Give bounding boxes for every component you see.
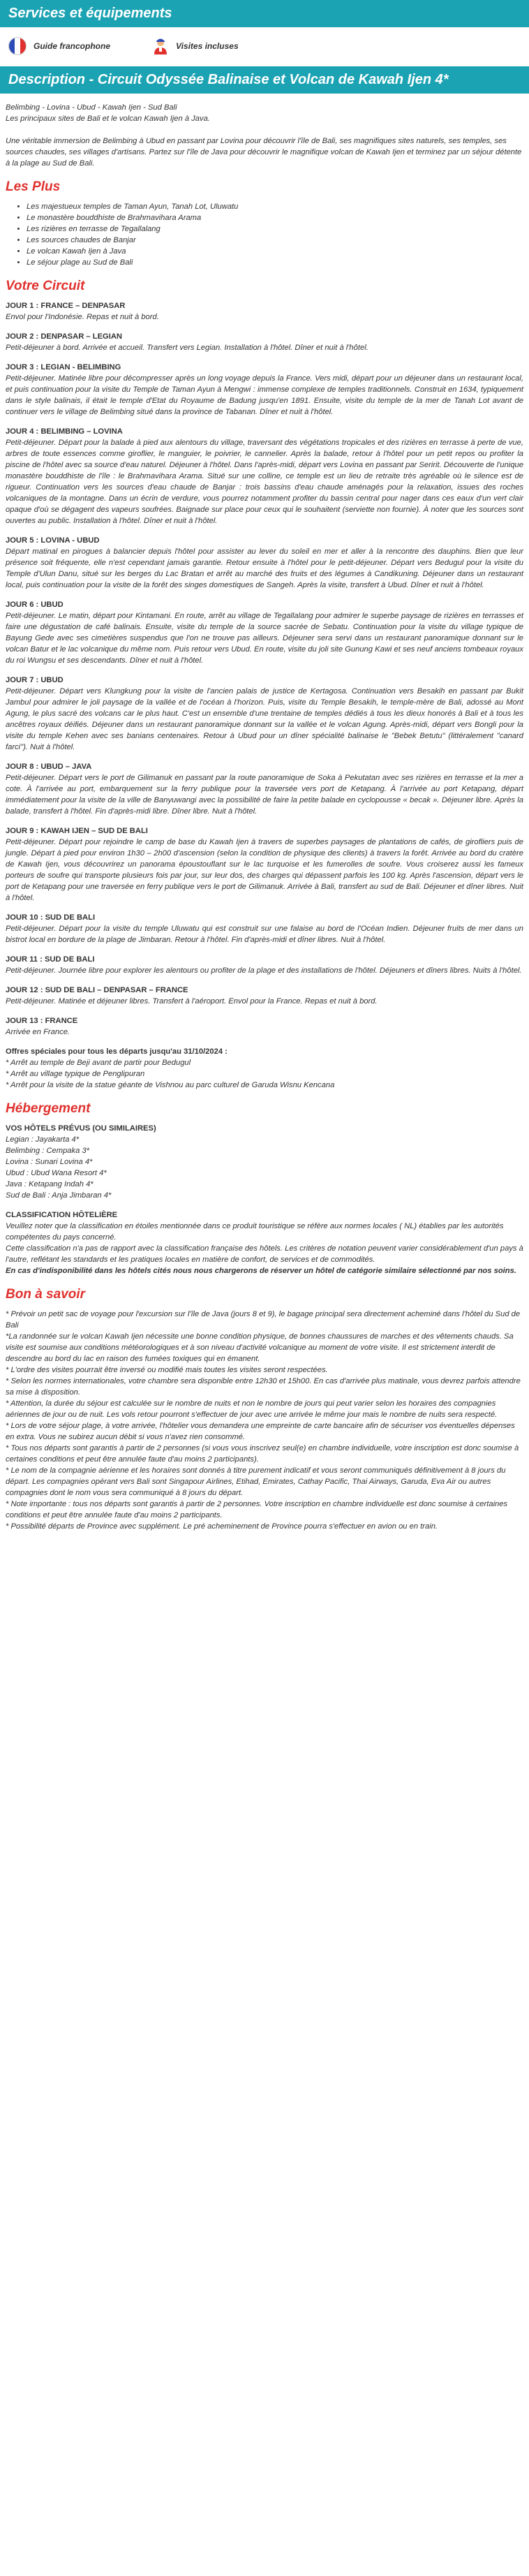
day-title: JOUR 4 : BELIMBING – LOVINA [6,427,123,436]
day-body: Petit-déjeuner. Départ vers Klungkung pour la visite de l'ancien palais de justice de Kertagosa. Continuation vers Besakih en passant par Bukit Jambul pour admirer le joli paysage de la vallée et de l'océan à l'horizon. Puis, visite du Temple Besakih, le temple-mère de Bali, adossé au Mont Agung, le plus sacré des volcans car le plus haut. C'est un ensemble d'une trentaine de temples dédiés à tous les dieux honorés à Bali et à tous les ancêtres royaux déifiés. Déjeuner dans un restaurant panoramique donnant sur la vallée et le volcan Agung. Après-midi, départ vers Bongli pour la visite du temple Kehen avec ses banians centenaires. Retour à Ubud pour un dîner spécialité balinaise le "Bebek Betutu" (littéralement "canard farci"). Nuit à l'hôtel. [6,687,523,751]
list-item: • Le volcan Kawah Ijen à Java [27,246,523,257]
note-item: * Note importante : tous nos départs sont garantis à partir de 2 personnes. Votre inscription en chambre individuelle est donc soumise à certaines conditions et peut être annulée faute d'au moins 2 participants. [6,1500,508,1519]
day-6 [6,599,523,666]
list-item: • Les majestueux temples de Taman Ayun, Tanah Lot, Uluwatu [27,201,523,212]
day-body: Petit-déjeuner. Journée libre pour explorer les alentours ou profiter de la plage et des installations de l'hôtel. Déjeuners et dîners libres. Nuits à l'hôtel. [6,966,522,975]
service-guide-label: Guide francophone [33,41,111,51]
day-1 [6,300,523,323]
day-body: Petit-déjeuner. Départ vers le port de Gilimanuk en passant par la route panoramique de Soka à Pekutatan avec ses rizières en terrasse et la mer a cote. À l'arrivée au port, embarquement sur la ferry publique pour la traversée vers port de Ketapang. À l'arrivée au port Ketapang, départ immédiatement pour la visite de la ville de Banyuwangi avec la possibilité de faire la petite balade en cyclopousse « becak ». Déjeuner libre. Après la balade, transfert à l'hôtel. Fin d'après-midi libre. Dîner libre. Nuit à l'hôtel. [6,774,523,816]
list-item: • Les rizières en terrasse de Tegallalang [27,223,523,235]
day-title: JOUR 5 : LOVINA - UBUD [6,536,100,545]
hotel-item: Ubud : Ubud Wana Resort 4* [6,1169,107,1177]
day-title: JOUR 13 : FRANCE [6,1017,78,1025]
day-13 [6,1015,523,1038]
day-body: Envol pour l'Indonésie. Repas et nuit à bord. [6,313,159,321]
intro-text: Une véritable immersion de Belimbing à Ubud en passant par Lovina pour découvrir l'île de Bali, ses magnifiques sites naturels, ses temples, ses sources chaudes, ses villages d'artisans. Partez sur l'île de Java pour découvrir le magnifique volcan de Kawah Ijen et terminez par un séjour détente à la plage au Sud de Bali. [6,137,522,168]
hotel-item: Lovina : Sunari Lovina 4* [6,1158,93,1166]
day-10 [6,912,523,945]
bonsavoir-title: Bon à savoir [6,1287,86,1302]
hotel-item: Legian : Jayakarta 4* [6,1135,80,1144]
day-5 [6,535,523,591]
hotel-item: Java : Ketapang Indah 4* [6,1180,94,1188]
day-11 [6,954,523,976]
day-body: Petit-déjeuner. Le matin, départ pour Kintamani. En route, arrêt au village de Tegallalang pour admirer le superbe paysage de rizières en terrasses et faire une dégustation de café balinais. Ensuite, visite du temple de la source sacrée de Sebatu. Continuation pour la visite du village typique de Bayung Gede avec ses cimetières suspendus que l'on ne trouve pas ailleurs. Déjeuner sera servi dans un restaurant panoramique donnant sur le volcan Batur et le lac volcanique du même nom. Puis retour vers Ubud. En route, visite du joli site Gunung Kawi et ses neuf anciens tombeaux royaux du roi Wungsu et ses descendants. Dîner et nuit à l'hôtel. [6,612,523,665]
guide-person-icon [152,37,169,55]
hotel-item: Sud de Bali : Anja Jimbaran 4* [6,1191,112,1200]
day-title: JOUR 12 : SUD DE BALI – DENPASAR – FRANCE [6,986,188,994]
day-body: Arrivée en France. [6,1028,70,1036]
note-item: * Attention, la durée du séjour est calculée sur le nombre de nuits et non le nombre de jours qui peut varier selon les horaires des compagnies aériennes de jour ou de nuit. Les vols retour pourront s'effectuer de jour avec une arrivée le même jour mais le nombre de nuits sera respecté. [6,1399,498,1419]
day-body: Petit-déjeuner. Départ pour la visite du temple Uluwatu qui est construit sur une falaise au bord de l'Océan Indien. Déjeuner fruits de mer dans un bistrot local en bordure de la plage de Jimbaran. Retour à l'hôtel. Fin d'après-midi et dîner libres. Nuit à l'hôtel. [6,925,523,944]
services-header: Services et équipements [0,0,529,27]
day-title: JOUR 10 : SUD DE BALI [6,913,96,922]
route-text: Belimbing - Lovina - Ubud - Kawah Ijen - Sud Bali [6,103,177,112]
main-content [0,94,529,1539]
day-body: Petit-déjeuner. Départ pour la balade à pied aux alentours du village, traversant des végétations tropicales et des rizières en terrasse à perte de vue, arbres de toute essences comme giroflier, le manguier, le poivrier, le cannelier. Après la balade, retour à l'hôtel pour un petit repos ou profiter la piscine de l'hôtel avec sa source d'eau naturel. Déjeuner à l'hôtel. Dans l'après-midi, départ vers Lovina en passant par Seririt. Découverte de l'unique monastère bouddhiste de l'île : le Brahmavihara Arama. Situé sur une colline, ce temple est un lieu de retraite très agréable où le silence est de rigueur. Continuation vers les sources d'eau chaude de Banjar : trois bassins d'eau chaude aménagés pour la relaxation, issues des roches volcaniques de la montagne. Dans un écrin de verdure, vous pourrez notamment profiter du bassin central pour nager dans ces eaux d'un vert clair opaque d'où se dégagent des vapeurs soufrées. Baignade sur place pour ceux qui le souhaitent (serviette non fournie). À noter que les sources sont ouvertes au public. Installation à l'hôtel. Dîner et nuit à l'hôtel. [6,439,523,525]
plus-title: Les Plus [6,179,61,194]
offer-item: * Arrêt au temple de Beji avant de partir pour Bedugul [6,1059,191,1067]
day-title: JOUR 2 : DENPASAR – LEGIAN [6,332,123,341]
note-item: * Prévoir un petit sac de voyage pour l'excursion sur l'île de Java (jours 8 et 9), le bagage principal sera directement acheminé dans l'hôtel du Sud de Bali [6,1310,521,1330]
classification-text: Cette classification n'a pas de rapport avec la classification française des hôtels. Les critères de notation peuvent varier considérablement d'un pays à l'autre, reflétant les standards et les pratiques locales en matière de confort, de services et de commodités. [6,1244,523,1264]
service-guide [8,37,110,55]
hotel-item: Belimbing : Cempaka 3* [6,1147,90,1155]
day-title: JOUR 11 : SUD DE BALI [6,955,95,964]
day-title: JOUR 1 : FRANCE – DENPASAR [6,302,126,310]
day-title: JOUR 9 : KAWAH IJEN – SUD DE BALI [6,827,148,835]
list-item: • Le séjour plage au Sud de Bali [27,257,523,268]
service-visits-label: Visites incluses [176,41,239,51]
day-body: Départ matinal en pirogues à balancier depuis l'hôtel pour assister au lever du soleil en mer et aller à la rencontre des dauphins. Bien que leur présence soit fréquente, elle n'est cependant jamais garantie. Retour ensuite à l'hôtel pour le petit-déjeuner. Départ vers Bedugul pour la visite du Temple d'Ulun Danu, situé sur les berges du Lac Bratan et arrêt au marché des fruits et des légumes à Candikuning. Déjeuner dans un restaurant local, puis continuation pour la visite de la forêt des singes domestiques de Sangeh. Après la visite, transfert à Ubud. Dîner et nuit à l'hôtel. [6,547,523,589]
day-8 [6,761,523,817]
offers-title: Offres spéciales pour tous les départs jusqu'au 31/10/2024 : [6,1047,228,1056]
note-item: * Lors de votre séjour plage, à votre arrivée, l'hôtelier vous demandera une empreinte de carte bancaire afin de sécuriser vos éventuelles dépenses en extra. Vous ne subirez aucun débit si vous n'avez rien consommé. [6,1422,515,1441]
list-item: • Le monastère bouddhiste de Brahmavihara Arama [27,212,523,223]
day-title: JOUR 7 : UBUD [6,676,64,684]
day-12 [6,985,523,1007]
note-item: *La randonnée sur le volcan Kawah Ijen nécessite une bonne condition physique, de bonnes chaussures de marches et des vêtements chauds. Sa visite est soumise aux conditions météorologiques et à son niveau d'activité volcanique au moment de votre visite. Il est strictement interdit de descendre au bord du lac en raison des fumées toxiques qui en émanent. [6,1332,514,1363]
bonsavoir-notes [6,1309,523,1532]
services-list [0,27,529,66]
day-body: Petit-déjeuner. Départ pour rejoindre le camp de base du Kawah Ijen à travers de superbes paysages de plantations de cafés, de girofliers puis de jungle. Départ à pied pour environ 1h30 – 2h00 d'ascension (selon la condition de physique des clients) à travers la forêt. Arrivée au bord du cratère de Kawah Ijen, vous découvrirez un panorama époustouflant sur le lac turquoise et les fumerolles de soufre. Vous croiserez aussi les fameux porteurs de soufre qui transporte plusieurs fois par jour, sur leur dos, des charges qui dépassent parfois les 100 kg. Après l'ascension, départ vers le port de Ketapang pour une traversée en ferry publique vers le port de Gilimanuk. Arrivée à Bali, transfert au sud de Bali. Déjeuner et dîner libres. Nuit à l'hôtel. [6,838,523,902]
day-3 [6,362,523,418]
special-offers [6,1046,523,1091]
classification-note: En cas d'indisponibilité dans les hôtels cités nous nous chargerons de réserver un hôtel de catégorie similaire sélectionné par nos soins. [6,1267,516,1275]
day-body: Petit-déjeuner. Matinée et déjeuner libres. Transfert à l'aéroport. Envol pour la France. Repas et nuit à bord. [6,997,378,1006]
classification-title: CLASSIFICATION HÔTELIÈRE [6,1211,118,1219]
day-7 [6,675,523,753]
subtitle-text: Les principaux sites de Bali et le volcan Kawah Ijen à Java. [6,115,210,123]
day-title: JOUR 6 : UBUD [6,601,64,609]
offer-item: * Arrêt pour la visite de la statue géante de Vishnou au parc culturel de Garuda Wisnu Kencana [6,1081,335,1089]
note-item: * L'ordre des visites pourrait être inversé ou modifié mais toutes les visites seront respectées. [6,1366,328,1374]
day-9 [6,825,523,904]
classification-text: Veuillez noter que la classification en étoiles mentionnée dans ce produit touristique se réfère aux normes locales ( NL) établies par les autorités compétentes du pays concerné. [6,1222,504,1242]
note-item: * Selon les normes internationales, votre chambre sera disponible entre 12h30 et 15h00. En cas d'arrivée plus matinale, vous devrez parfois attendre sa mise à disposition. [6,1377,521,1397]
day-body: Petit-déjeuner. Matinée libre pour décompresser après un long voyage depuis la France. Vers midi, départ pour un déjeuner dans un restaurant local, et puis continuation pour la visite du Temple de Taman Ayun à Mengwi : immense complexe de temples traditionnels. Construit en 1634, typiquement dans le style balinais, il était le temple d'Etat du Royaume de Badung jusqu'en 1891. Ensuite, visite du temple de la mer de Tanah Lot avant de continuer vers le village de Belimbing situé dans la province de Tabanan. Dîner et nuit à l'hôtel. [6,374,523,416]
service-visits [152,37,239,55]
description-header: Description - Circuit Odyssée Balinaise et Volcan de Kawah Ijen 4* [0,66,529,94]
note-item: * Le nom de la compagnie aérienne et les horaires sont donnés à titre purement indicatif et vous seront communiqués définitivement à 8 jours du départ. Les compagnies opérant vers Bali sont Singapour Airlines, Etihad, Emirates, Cathay Pacific, Thai Airways, Garuda, Eva Air ou autres compagnies dont le nom vous sera communiqué à 8 jours du départ. [6,1466,506,1497]
offer-item: * Arrêt au village typique de Penglipuran [6,1070,145,1078]
note-item: * Tous nos départs sont garantis à partir de 2 personnes (si vous vous inscrivez seul(e) en chambre individuelle, votre inscription est donc soumise à certaines conditions et peut être annulée faute d'au moins 2 participants). [6,1444,519,1464]
plus-list [6,201,523,268]
hebergement-title: Hébergement [6,1101,91,1116]
circuit-title: Votre Circuit [6,279,85,293]
list-item: • Les sources chaudes de Banjar [27,235,523,246]
day-title: JOUR 8 : UBUD – JAVA [6,763,92,771]
hotels-title: VOS HÔTELS PRÉVUS (OU SIMILAIRES) [6,1124,156,1133]
french-flag-icon [8,37,27,55]
day-4 [6,426,523,527]
day-body: Petit-déjeuner à bord. Arrivée et accueil. Transfert vers Legian. Installation à l'hôtel. Dîner et nuit à l'hôtel. [6,344,368,352]
day-title: JOUR 3 : LEGIAN - BELIMBING [6,363,121,371]
day-2 [6,331,523,353]
note-item: * Possibilité départs de Province avec supplément. Le pré acheminement de Province pourra s'effectuer en avion ou en train. [6,1522,438,1531]
